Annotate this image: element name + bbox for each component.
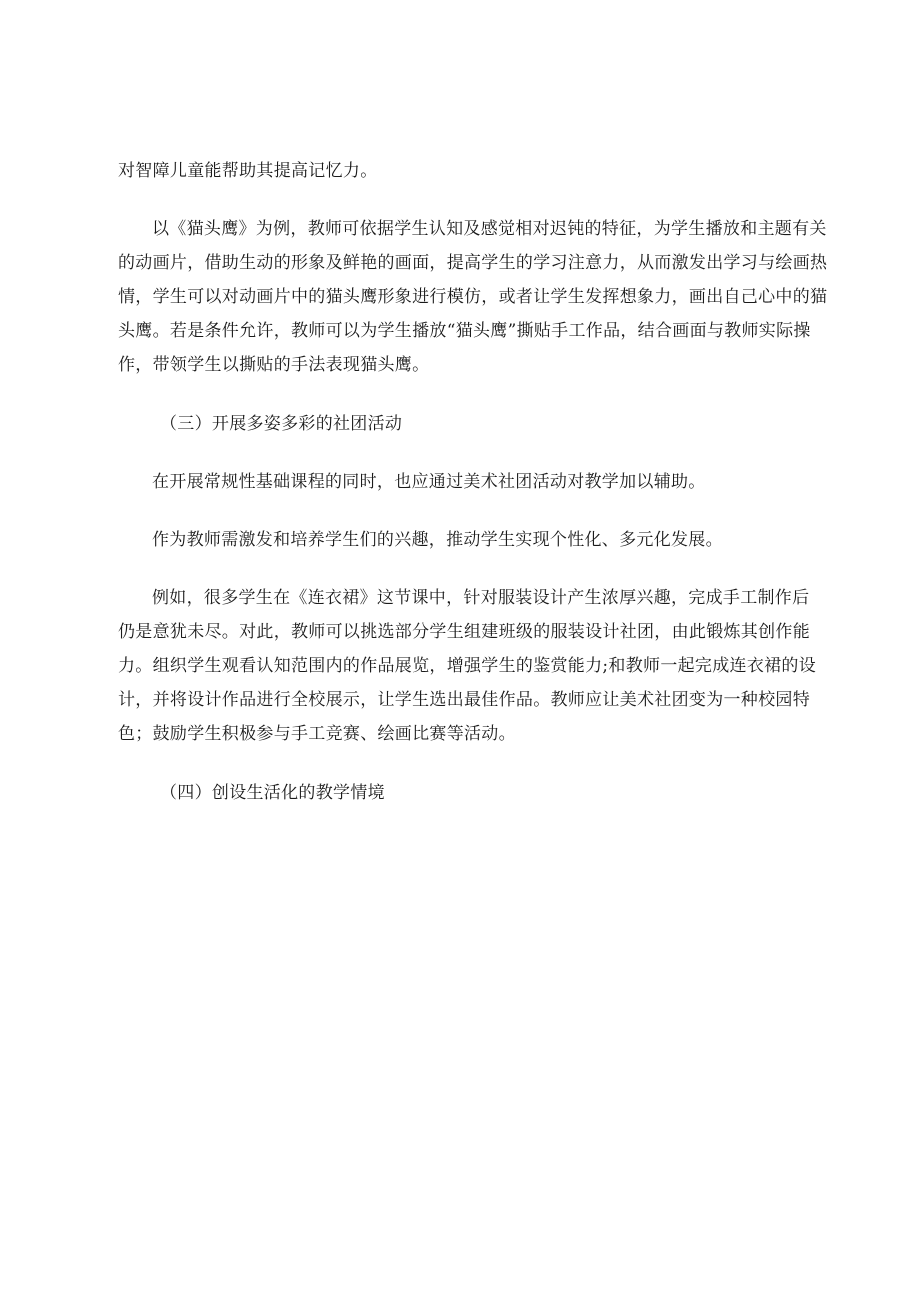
paragraph-owl-line-1: 以《猫头鹰》为例，教师可依据学生认知及感觉相对迟钝的特征，为学生播放和主题有关 [152, 219, 827, 239]
paragraph-dress-line-5: 色；鼓励学生积极参与手工竞赛、绘画比赛等活动。 [118, 724, 516, 744]
paragraph-owl-line-2: 的动画片，借助生动的形象及鲜艳的画面，提高学生的学习注意力，从而激发出学习与绘画热 [118, 253, 828, 273]
paragraph-owl-line-5: 作，带领学生以撕贴的手法表现猫头鹰。 [118, 355, 430, 375]
paragraph-owl-line-3: 情，学生可以对动画片中的猫头鹰形象进行模仿，或者让学生发挥想象力，画出自己心中的猫 [118, 287, 828, 307]
paragraph-teacher-role: 作为教师需激发和培养学生们的兴趣，推动学生实现个性化、多元化发展。 [152, 530, 723, 550]
section-heading-4: （四）创设生活化的教学情境 [160, 783, 385, 803]
paragraph-club-intro: 在开展常规性基础课程的同时，也应通过美术社团活动对教学加以辅助。 [152, 472, 706, 492]
paragraph-continuation-line: 对智障儿童能帮助其提高记忆力。 [118, 161, 378, 181]
paragraph-dress-line-2: 仍是意犹未尽。对此，教师可以挑选部分学生组建班级的服装设计社团，由此锻炼其创作能 [118, 622, 810, 642]
section-heading-3: （三）开展多姿多彩的社团活动 [160, 414, 403, 434]
paragraph-dress-line-3: 力。组织学生观看认知范围内的作品展览，增强学生的鉴赏能力;和教师一起完成连衣裙的设 [118, 656, 817, 676]
paragraph-dress-line-4: 计，并将设计作品进行全校展示，让学生选出最佳作品。教师应让美术社团变为一种校园特 [118, 690, 810, 710]
paragraph-owl-line-4: 头鹰。若是条件允许，教师可以为学生播放“猫头鹰”撕贴手工作品，结合画面与教师实际操 [118, 321, 811, 341]
paragraph-dress-line-1: 例如，很多学生在《连衣裙》这节课中，针对服装设计产生浓厚兴趣，完成手工制作后 [152, 588, 810, 608]
